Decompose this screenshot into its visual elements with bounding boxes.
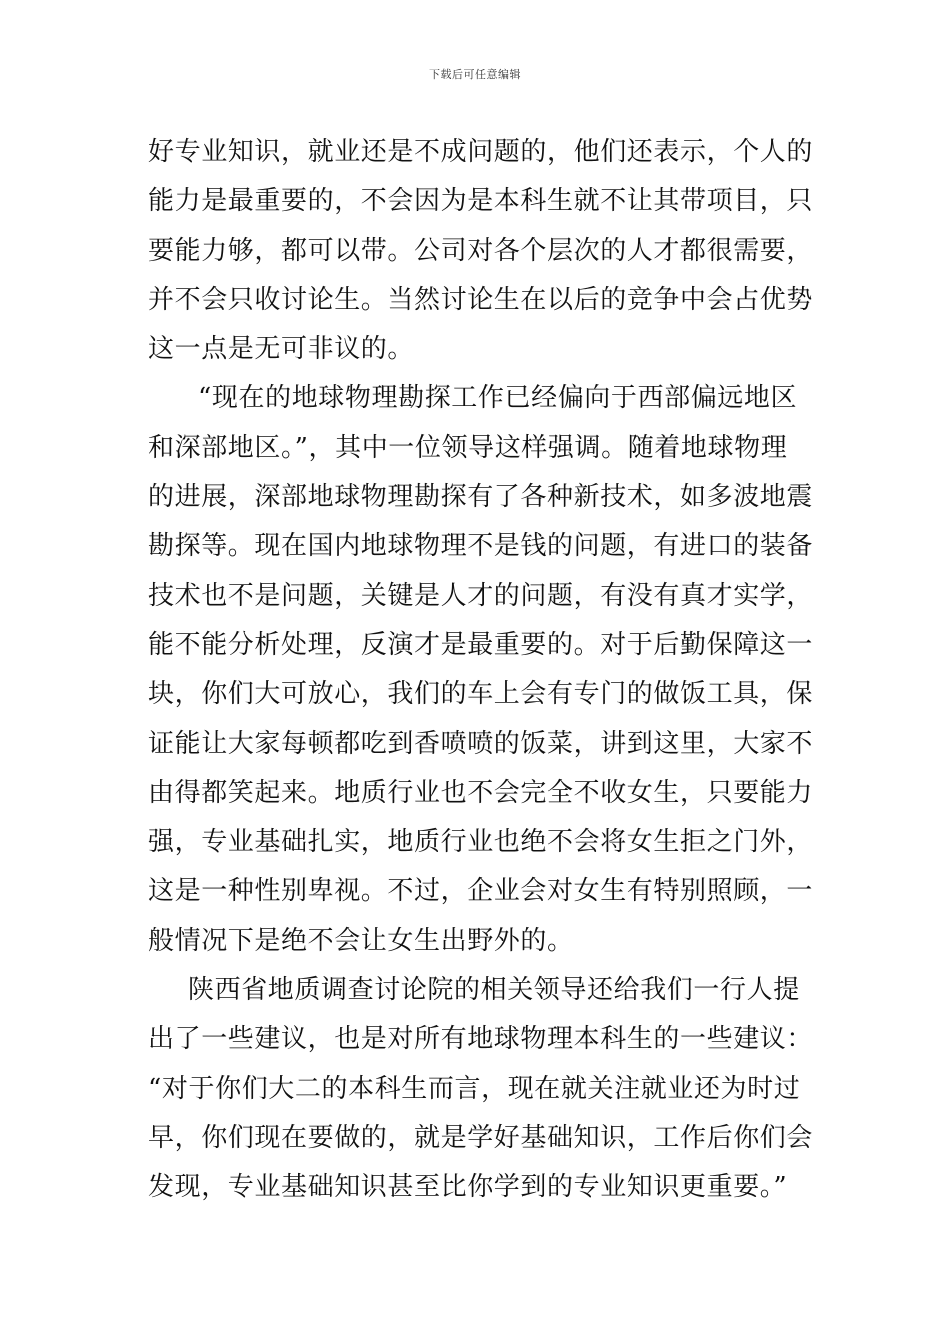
text-line: 要能力够，都可以带。公司对各个层次的人才都很需要， xyxy=(148,235,814,266)
text-line: 这一点是无可非议的。 xyxy=(148,334,415,365)
text-line: 勘探等。现在国内地球物理不是钱的问题，有进口的装备 xyxy=(148,531,814,562)
text-line: 这是一种性别卑视。不过，企业会对女生有特别照顾，一 xyxy=(148,876,814,907)
text-line: 能力是最重要的，不会因为是本科生就不让其带项目，只 xyxy=(148,186,814,217)
text-line: 块，你们大可放心，我们的车上会有专门的做饭工具，保 xyxy=(148,679,814,710)
document-body xyxy=(148,128,814,1213)
text-line: 证能让大家每顿都吃到香喷喷的饭菜，讲到这里，大家不 xyxy=(148,728,814,759)
text-line: 强，专业基础扎实，地质行业也绝不会将女生拒之门外， xyxy=(148,827,814,858)
text-line: 的进展，深部地球物理勘探有了各种新技术，如多波地震 xyxy=(148,482,814,513)
text-line: 和深部地区。”，其中一位领导这样强调。随着地球物理 xyxy=(148,432,788,463)
text-line: 能不能分析处理，反演才是最重要的。对于后勤保障这一 xyxy=(148,629,814,660)
text-line: 般情况下是绝不会让女生出野外的。 xyxy=(148,925,574,956)
text-line: 早，你们现在要做的，就是学好基础知识，工作后你们会 xyxy=(148,1122,814,1153)
paragraph-start-line: 陕西省地质调查讨论院的相关领导还给我们一行人提 xyxy=(188,975,800,1006)
page-header: 下载后可任意编辑 xyxy=(429,68,521,81)
text-line: 并不会只收讨论生。当然讨论生在以后的竞争中会占优势 xyxy=(148,284,814,315)
paragraph-start-line: “现在的地球物理勘探工作已经偏向于西部偏远地区 xyxy=(198,383,798,414)
text-line: 好专业知识，就业还是不成问题的，他们还表示，个人的 xyxy=(148,137,814,167)
text-line: 技术也不是问题，关键是人才的问题，有没有真才实学， xyxy=(148,580,814,611)
text-line: “对于你们大二的本科生而言，现在就关注就业还为时过 xyxy=(148,1073,801,1104)
text-line: 发现，专业基础知识甚至比你学到的专业知识更重要。” xyxy=(148,1172,788,1203)
text-line: 出了一些建议，也是对所有地球物理本科生的一些建议： xyxy=(148,1024,814,1055)
text-line: 由得都笑起来。地质行业也不会完全不收女生，只要能力 xyxy=(148,777,814,808)
